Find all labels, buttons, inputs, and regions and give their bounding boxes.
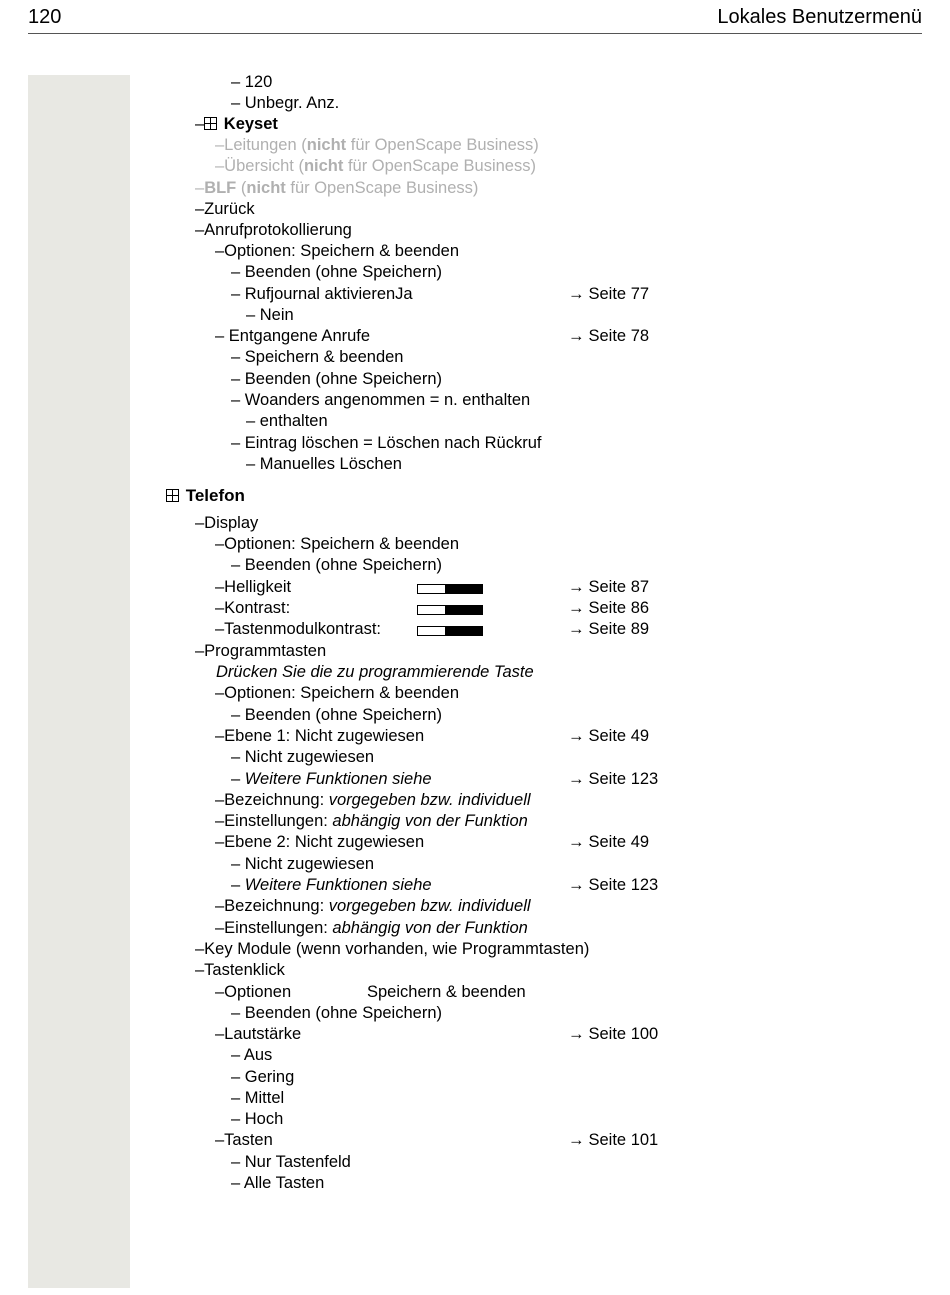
menu-item-keyset bbox=[195, 114, 278, 134]
text-italic: vorgegeben bzw. individuell bbox=[328, 791, 531, 809]
menu-item bbox=[231, 875, 432, 895]
menu-item: –Ebene 1: Nicht zugewiesen bbox=[215, 727, 425, 745]
ref-text: Seite 49 bbox=[588, 727, 650, 745]
text: für OpenScape Business) bbox=[343, 157, 536, 175]
text: –Leitungen ( bbox=[215, 136, 307, 154]
menu-item: –Tastenklick bbox=[195, 961, 285, 979]
menu-item: – Nur Tastenfeld bbox=[231, 1153, 351, 1171]
bar-fill bbox=[445, 585, 482, 593]
telefon-label: Telefon bbox=[185, 486, 245, 505]
menu-item: – Hoch bbox=[231, 1110, 284, 1128]
submenu-box-icon bbox=[166, 489, 179, 502]
header-rule bbox=[28, 33, 922, 34]
brightness-bar bbox=[417, 584, 483, 594]
text: –Bezeichnung: bbox=[215, 897, 329, 915]
text-italic: abhängig von der Funktion bbox=[332, 812, 528, 830]
instruction-text: Drücken Sie die zu programmierende Taste bbox=[216, 663, 534, 681]
menu-item: – Manuelles Löschen bbox=[246, 455, 402, 473]
menu-item: –Zurück bbox=[195, 200, 255, 218]
ref-text: Seite 123 bbox=[588, 770, 659, 788]
menu-item-disabled bbox=[215, 156, 536, 176]
arrow-right-icon: → bbox=[568, 327, 585, 345]
menu-item: – Nein bbox=[246, 306, 294, 324]
page-reference bbox=[568, 326, 649, 346]
menu-item: – Beenden (ohne Speichern) bbox=[231, 556, 442, 574]
menu-item-disabled bbox=[215, 135, 539, 155]
text-bold: nicht bbox=[246, 179, 286, 197]
menu-item: – Beenden (ohne Speichern) bbox=[231, 370, 442, 388]
page-reference bbox=[568, 769, 658, 789]
text: für OpenScape Business) bbox=[346, 136, 539, 154]
menu-item bbox=[231, 769, 432, 789]
menu-item: – Mittel bbox=[231, 1089, 285, 1107]
page-reference bbox=[568, 577, 649, 597]
menu-item: –Tasten bbox=[215, 1131, 273, 1149]
arrow-right-icon: → bbox=[568, 620, 585, 638]
text-bold: nicht bbox=[303, 157, 344, 175]
menu-item: – Alle Tasten bbox=[231, 1174, 325, 1192]
menu-item: – Speichern & beenden bbox=[231, 348, 404, 366]
page-reference bbox=[568, 726, 649, 746]
menu-item: –Display bbox=[195, 514, 259, 532]
ref-text: Seite 89 bbox=[588, 620, 650, 638]
contrast-bar bbox=[417, 605, 483, 615]
menu-item-disabled bbox=[195, 178, 478, 198]
menu-item: –Ebene 2: Nicht zugewiesen bbox=[215, 833, 425, 851]
arrow-right-icon: → bbox=[568, 876, 585, 894]
menu-item: –Optionen: Speichern & beenden bbox=[215, 684, 460, 702]
menu-item: –Programmtasten bbox=[195, 642, 327, 660]
text-bold: nicht bbox=[306, 136, 347, 154]
page-reference bbox=[568, 832, 649, 852]
key-module-contrast-bar bbox=[417, 626, 483, 636]
text: –Einstellungen: bbox=[215, 812, 333, 830]
text-italic: Weitere Funktionen siehe bbox=[244, 770, 432, 788]
menu-item bbox=[215, 790, 531, 810]
page-reference bbox=[568, 875, 658, 895]
arrow-right-icon: → bbox=[568, 285, 585, 303]
ref-text: Seite 101 bbox=[588, 1131, 659, 1149]
bar-fill bbox=[445, 627, 482, 635]
text-italic: abhängig von der Funktion bbox=[332, 919, 528, 937]
section-telefon bbox=[166, 486, 245, 506]
text: –Übersicht ( bbox=[215, 157, 304, 175]
menu-item: – Eintrag löschen = Löschen nach Rückruf bbox=[231, 434, 542, 452]
bar-fill bbox=[445, 606, 482, 614]
page-number: 120 bbox=[28, 6, 62, 28]
arrow-right-icon: → bbox=[568, 833, 585, 851]
menu-item: –Optionen: Speichern & beenden bbox=[215, 535, 460, 553]
ref-text: Seite 49 bbox=[588, 833, 650, 851]
sidebar-margin bbox=[28, 75, 130, 1288]
menu-item: –Kontrast: bbox=[215, 599, 291, 617]
text-italic: Weitere Funktionen siehe bbox=[244, 876, 432, 894]
page-reference bbox=[568, 619, 649, 639]
menu-item bbox=[215, 811, 528, 831]
menu-item: – Beenden (ohne Speichern) bbox=[231, 263, 442, 281]
menu-item: – Nicht zugewiesen bbox=[231, 748, 375, 766]
menu-item: –Tastenmodulkontrast: bbox=[215, 620, 382, 638]
text-bold: BLF bbox=[204, 179, 237, 197]
menu-item: –Optionen bbox=[215, 983, 292, 1001]
text: – bbox=[231, 876, 245, 894]
menu-item: – Aus bbox=[231, 1046, 273, 1064]
text: –Bezeichnung: bbox=[215, 791, 329, 809]
arrow-right-icon: → bbox=[568, 1131, 585, 1149]
menu-item: – Entgangene Anrufe bbox=[215, 327, 371, 345]
arrow-right-icon: → bbox=[568, 1025, 585, 1043]
page-reference bbox=[568, 1130, 658, 1150]
ref-text: Seite 78 bbox=[588, 327, 650, 345]
ref-text: Seite 123 bbox=[588, 876, 659, 894]
menu-item: – Gering bbox=[231, 1068, 295, 1086]
menu-item bbox=[215, 896, 531, 916]
menu-item: –Helligkeit bbox=[215, 578, 292, 596]
dash: – bbox=[195, 115, 205, 133]
keyset-label: Keyset bbox=[223, 115, 278, 133]
menu-item: –Optionen: Speichern & beenden bbox=[215, 242, 460, 260]
menu-item: –Key Module (wenn vorhanden, wie Programmtasten) bbox=[195, 940, 590, 958]
menu-item: –Lautstärke bbox=[215, 1025, 302, 1043]
menu-item: – Beenden (ohne Speichern) bbox=[231, 1004, 442, 1022]
arrow-right-icon: → bbox=[568, 727, 585, 745]
text: –Einstellungen: bbox=[215, 919, 333, 937]
menu-item: –Anrufprotokollierung bbox=[195, 221, 352, 239]
text-italic: vorgegeben bzw. individuell bbox=[328, 897, 531, 915]
ref-text: Seite 77 bbox=[588, 285, 650, 303]
menu-item: – Woanders angenommen = n. enthalten bbox=[231, 391, 531, 409]
arrow-right-icon: → bbox=[568, 578, 585, 596]
page-reference bbox=[568, 284, 649, 304]
text: für OpenScape Business) bbox=[285, 179, 479, 197]
menu-item: – Beenden (ohne Speichern) bbox=[231, 706, 442, 724]
arrow-right-icon: → bbox=[568, 770, 585, 788]
ref-text: Seite 86 bbox=[588, 599, 650, 617]
page-reference bbox=[568, 1024, 658, 1044]
menu-item: – 120 bbox=[231, 73, 273, 91]
menu-item: – Nicht zugewiesen bbox=[231, 855, 375, 873]
page-reference bbox=[568, 598, 649, 618]
menu-item bbox=[215, 918, 528, 938]
menu-item-value: Speichern & beenden bbox=[367, 983, 526, 1001]
submenu-box-icon bbox=[204, 117, 217, 130]
page-title: Lokales Benutzermenü bbox=[717, 6, 922, 28]
text: ( bbox=[236, 179, 247, 197]
menu-item: – Unbegr. Anz. bbox=[231, 94, 340, 112]
ref-text: Seite 100 bbox=[588, 1025, 659, 1043]
text: – bbox=[231, 770, 245, 788]
arrow-right-icon: → bbox=[568, 599, 585, 617]
text: – bbox=[195, 179, 205, 197]
menu-item: – Rufjournal aktivierenJa bbox=[231, 285, 413, 303]
menu-item: – enthalten bbox=[246, 412, 328, 430]
ref-text: Seite 87 bbox=[588, 578, 650, 596]
